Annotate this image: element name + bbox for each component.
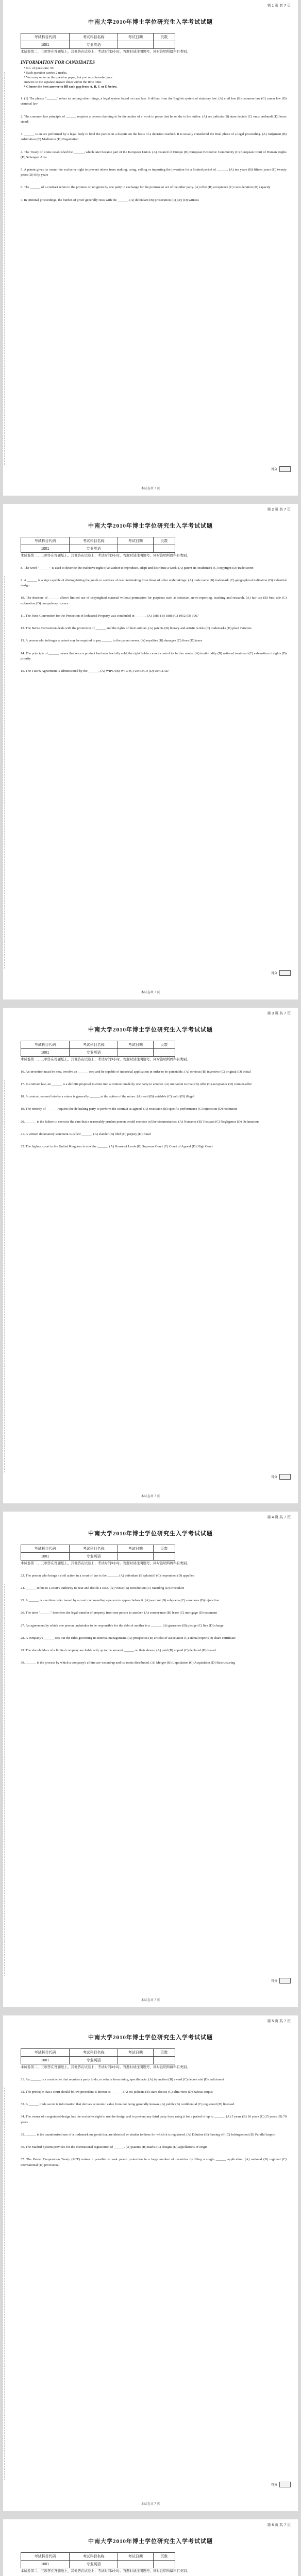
question-item: 20. ______ is the failure to exercise the care that a reasonably prudent person would exercise in like circumstances. (A) Nuisance (B) Trespass (C) Negligence (D) Defamation [21, 1120, 259, 1124]
question-item: 31. An ______ is a court order that requires a party to do, or refrain from doing, specific acts. (A) injunction (B) award (C) decree nisi (D) indictment [21, 2077, 224, 2081]
header-value-cell: 专业英语 [70, 2561, 118, 2568]
score-label: 得分 [271, 2484, 277, 2487]
header-label-cell: 考试科目代码 [21, 1041, 70, 1049]
question-item: 27. An agreement by which one person undertakes to be responsible for the debt of another is a ______. (A) guarantee (B) pledge (C) lien (D) charge [21, 1623, 224, 1628]
question-item: 34. The owner of a registered design has the exclusive right to use the design and to prevent any third party from using it for a period of up to ______. (A) 5 years (B) 10 years (C) 25 years (D) 70 years [21, 2115, 287, 2124]
page-number: 第 4 页 共 7 页 [267, 1516, 291, 1519]
question-item: 3. ______ is an act performed by a legal body to bind the parties in a dispute on the basis of a decision reached. It is usually considered the final phase of a legal proceeding. (A) Judgment (B) Arbitration (C) Mediation (D) Negotiation [21, 132, 287, 142]
header-label-cell: 考试科目名称 [70, 1041, 118, 1049]
binding-line [4, 1584, 8, 1976]
question-item: 16. An invention must be new, involve an ______ step and be capable of industrial application in order to be patentable. (A) obvious (B) inventive (C) original (D) initial [21, 1070, 251, 1074]
page-footer: 本试卷共 7 页 [141, 2503, 160, 2506]
question-item: 5. A patent gives its owner the exclusive right to prevent others from making, using, selling or importing the invention for a limited period of ______. (A) ten years (B) fifteen years (C) twenty years (D) fifty years [21, 167, 287, 177]
score-field[interactable] [279, 970, 291, 976]
header-value-cell [153, 2057, 175, 2064]
header-label-cell: 考试科目名称 [70, 2553, 118, 2561]
header-label-cell: 考试科目代码 [21, 1545, 70, 1553]
instruction-line: * No. of questions: 50 [24, 66, 54, 70]
question-item: 13. A person who infringes a patent may be required to pay ______ to the patent owner. (A) royalties (B) damages (C) fines (D) taxes [21, 639, 203, 643]
question-item: 15. The TRIPS Agreement is administered by the ______. (A) WIPO (B) WTO (C) UNESCO (D) UNCTAD [21, 669, 169, 673]
header-label-cell: 考试科目代码 [21, 2553, 70, 2561]
page-number: 第 2 页 共 7 页 [267, 508, 291, 512]
page-footer: 本试卷共 7 页 [141, 991, 160, 994]
question-item: 7. In criminal proceedings, the burden of proof generally rests with the ______. (A) defendant (B) prosecution (C) jury (D) witness [21, 198, 199, 202]
header-value-cell [118, 1553, 153, 1561]
score-label: 得分 [271, 1980, 277, 1983]
page-number: 第 1 页 共 7 页 [267, 4, 291, 8]
header-label-cell: 页数 [153, 1041, 175, 1049]
question-item: 1. (1) The phrase "______" refers to, among other things, a legal system based on case law. It differs from the English system of statutory law. (A) civil law (B) common law (C) canon law (D) criminal law [21, 97, 287, 106]
score-label: 得分 [271, 468, 277, 471]
header-value-cell: 专业英语 [70, 1553, 118, 1561]
header-label-cell: 考试科目代码 [21, 2049, 70, 2057]
question-item: 6. The ______ of a contract refers to the promise or act given by one party in exchange for the promise or act of the other party. (A) offer (B) acceptance (C) consideration (D) capacity [21, 185, 271, 190]
question-item: 23. The person who brings a civil action in a court of law is the ______. (A) defendant (B) plaintiff (C) respondent (D) appellee [21, 1573, 194, 1578]
header-label-cell: 考试科目名称 [70, 2049, 118, 2057]
question-item: 37. The Patent Cooperation Treaty (PCT) makes it possible to seek patent protection in a large number of countries by filing a single ______ application. (A) national (B) regional (C) international (D) provisional [21, 2158, 287, 2167]
question-item: 12. The Berne Convention deals with the protection of ______ and the rights of their authors. (A) patents (B) literary and artistic works (C) trademarks (D) plant varieties [21, 626, 252, 631]
question-list [21, 1070, 287, 1150]
header-label-cell: 考试日期 [118, 2049, 153, 2057]
question-item: 9. A ______ is a sign capable of distinguishing the goods or services of one undertaking from those of other undertakings. (A) trade name (B) trademark (C) geographical indication (D) industrial design [21, 578, 287, 588]
exam-header-table [21, 33, 175, 49]
question-list [21, 2077, 287, 2168]
question-item: 29. The shareholders of a limited company are liable only up to the amount ______ on their shares. (A) paid (B) unpaid (C) declared (D) issued [21, 1649, 216, 1653]
question-item: 10. The doctrine of ______ allows limited use of copyrighted material without permission for purposes such as criticism, news reporting, teaching and research. (A) fair use (B) first sale (C) exhaustion (D) compulsory licence [21, 596, 287, 605]
score-label: 得分 [271, 972, 277, 975]
header-value-cell: 1001 [21, 41, 70, 49]
exam-page-3 [3, 1008, 298, 1503]
header-value-cell: 专业英语 [70, 545, 118, 553]
page-number: 第 5 页 共 7 页 [267, 2020, 291, 2023]
header-value-cell [153, 1049, 175, 1057]
header-value-cell: 1001 [21, 545, 70, 553]
header-label-cell: 考试日期 [118, 2553, 153, 2561]
question-list [21, 566, 287, 674]
page-number: 第 6 页 共 7 页 [267, 2523, 291, 2527]
header-value-cell [153, 2561, 175, 2568]
binding-line [4, 72, 8, 465]
exam-note: 本试卷第二、三项答在答题纸上，其他答在试卷上；考试时间3小时。答题时请注明题号，同时注明所属科目类别。 [21, 2065, 190, 2069]
exam-header-table [21, 537, 175, 553]
question-list [21, 96, 287, 203]
question-list [21, 1573, 287, 1666]
university-title: 中南大学2010年博士学位研究生入学考试试题 [88, 19, 213, 25]
university-title: 中南大学2010年博士学位研究生入学考试试题 [88, 1027, 213, 1033]
instructions-title: INFORMATION FOR CANDIDATES [21, 59, 95, 65]
question-item: 17. In contract law, an ______ is a definite proposal to enter into a contract made by one party to another. (A) invitation to treat (B) offer (C) acceptance (D) counter-offer [21, 1082, 252, 1086]
page-footer: 本试卷共 7 页 [141, 1495, 160, 1498]
exam-page-2 [3, 504, 298, 999]
score-box[interactable] [271, 1474, 291, 1480]
question-item: 32. The principle that a court should follow precedent is known as ______. (A) res judicata (B) stare decisis (C) ultra vires (D) habeas corpus [21, 2090, 213, 2094]
score-box[interactable] [271, 1978, 291, 1984]
header-label-cell: 考试科目名称 [70, 1545, 118, 1553]
question-item: 28. A company's ______ sets out the rules governing its internal management. (A) prospectus (B) articles of association (C) annual report (D) share certificate [21, 1636, 236, 1640]
question-item: 33. A ______ trade secret is information that derives economic value from not being generally known. (A) public (B) confidential (C) registered (D) licensed [21, 2103, 235, 2107]
exam-page-6 [3, 2519, 298, 2576]
score-field[interactable] [279, 2482, 291, 2487]
header-label-cell: 考试科目名称 [70, 33, 118, 41]
university-title: 中南大学2010年博士学位研究生入学考试试题 [88, 2035, 213, 2041]
question-item: 8. The word "______" is used to describe the exclusive right of an author to reproduce, adapt and distribute a work. (A) patent (B) trademark (C) copyright (D) trade secret [21, 566, 254, 570]
header-value-cell: 专业英语 [70, 2057, 118, 2064]
instruction-line: * You may write on the question paper, but you must transfer your [24, 75, 113, 79]
instructions [10, 60, 291, 89]
exam-note: 本试卷第二、三项答在答题纸上，其他答在试卷上；考试时间3小时。答题时请注明题号，同时注明所属科目类别。 [21, 50, 190, 54]
question-item: 25. A ______ is a written order issued by a court commanding a person to appear before it. (A) warrant (B) subpoena (C) summons (D) injunction [21, 1599, 220, 1603]
exam-note: 本试卷第二、三项答在答题纸上，其他答在试卷上；考试时间3小时。答题时请注明题号，同时注明所属科目类别。 [21, 1058, 190, 1061]
header-label-cell: 考试日期 [118, 1041, 153, 1049]
question-item: 4. The Treaty of Rome established the ______, which later became part of the European Union. (A) Council of Europe (B) European Economic Community (C) European Court of Human Rights (D) Schengen Area [21, 150, 287, 159]
header-label-cell: 页数 [153, 2553, 175, 2561]
score-box[interactable] [271, 2482, 291, 2487]
question-item: 2. The common law principle of ______ requires a person claiming to be the author of a work to prove that he or she is the author. (A) res judicata (B) stare decisis (C) onus probandi (D) locus standi [21, 114, 287, 124]
question-item: 19. The remedy of ______ requires the defaulting party to perform the contract as agreed. (A) rescission (B) specific performance (C) injunction (D) restitution [21, 1107, 238, 1111]
header-value-cell [118, 2057, 153, 2064]
header-value-cell [153, 545, 175, 553]
header-value-cell: 1001 [21, 2561, 70, 2568]
instruction-line: * Each question carries 2 marks. [24, 71, 68, 75]
header-label-cell: 考试日期 [118, 33, 153, 41]
question-item: 18. A contract entered into by a minor is generally ______ at the option of the minor. (A) void (B) voidable (C) valid (D) illegal [21, 1095, 194, 1099]
question-item: 11. The Paris Convention for the Protection of Industrial Property was concluded in ______. (A) 1883 (B) 1886 (C) 1952 (D) 1967 [21, 614, 199, 618]
header-label-cell: 页数 [153, 2049, 175, 2057]
header-label-cell: 考试日期 [118, 537, 153, 545]
score-field[interactable] [279, 466, 291, 472]
university-title: 中南大学2010年博士学位研究生入学考试试题 [88, 523, 213, 529]
question-item: 14. The principle of ______ means that once a product has been lawfully sold, the right holder cannot control its further resale. (A) territoriality (B) national treatment (C) exhaustion of rights (D) priority [21, 651, 287, 660]
header-label-cell: 页数 [153, 537, 175, 545]
question-item: 22. The highest court in the United Kingdom is now the ______. (A) House of Lords (B) Supreme Court (C) Court of Appeal (D) High Court [21, 1145, 213, 1149]
university-title: 中南大学2010年博士学位研究生入学考试试题 [88, 1531, 213, 1537]
header-label-cell: 考试科目代码 [21, 33, 70, 41]
header-value-cell [118, 1049, 153, 1057]
header-label-cell: 考试科目名称 [70, 537, 118, 545]
instruction-line: * Choose the best answer to fill each gap from A, B, C or D below. [24, 85, 118, 89]
exam-header-table [21, 1041, 175, 1057]
exam-page-4 [3, 1512, 298, 2007]
exam-note: 本试卷第二、三项答在答题纸上，其他答在试卷上；考试时间3小时。答题时请注明题号，同时注明所属科目类别。 [21, 1562, 190, 1565]
header-value-cell: 1001 [21, 1553, 70, 1561]
binding-line [4, 1080, 8, 1472]
header-value-cell [153, 1553, 175, 1561]
header-value-cell [118, 2561, 153, 2568]
header-value-cell: 1001 [21, 1049, 70, 1057]
header-label-cell: 考试科目代码 [21, 537, 70, 545]
exam-header-table [21, 1545, 175, 1561]
question-item: 21. A written defamatory statement is called ______. (A) slander (B) libel (C) perjury (D) fraud [21, 1132, 151, 1136]
exam-header-table [21, 2048, 175, 2064]
binding-line [4, 576, 8, 969]
binding-line [4, 2088, 8, 2480]
score-field[interactable] [279, 1978, 291, 1984]
question-item: 26. The term "______" describes the legal transfer of property from one person to another. (A) conveyance (B) lease (C) mortgage (D) easement [21, 1611, 217, 1615]
score-box[interactable] [271, 970, 291, 976]
exam-header-table [21, 2552, 175, 2568]
question-item: 36. The Madrid System provides for the international registration of ______. (A) patents (B) marks (C) designs (D) appellations of origin [21, 2145, 208, 2149]
question-item: 35. ______ is the unauthorised use of a trademark on goods that are identical or similar to those for which it is registered. (A) Dilution (B) Passing off (C) Infringement (D) Parallel import [21, 2132, 276, 2137]
exam-page-5 [3, 2015, 298, 2511]
header-value-cell [118, 545, 153, 553]
header-label-cell: 页数 [153, 33, 175, 41]
question-item: 30. ______ is the process by which a company's affairs are wound up and its assets distributed. (A) Merger (B) Liquidation (C) Acquisition (D) Restructuring [21, 1661, 235, 1665]
score-field[interactable] [279, 1474, 291, 1480]
instruction-line: answers to the separate answer sheet within the time limit. [24, 80, 102, 84]
header-label-cell: 页数 [153, 1545, 175, 1553]
score-box[interactable] [271, 466, 291, 472]
question-item: 24. ______ refers to a court's authority to hear and decide a case. (A) Venue (B) Jurisdiction (C) Standing (D) Procedure [21, 1586, 185, 1590]
page-footer: 本试卷共 7 页 [141, 487, 160, 490]
page-footer: 本试卷共 7 页 [141, 1999, 160, 2002]
header-value-cell [153, 41, 175, 49]
exam-note: 本试卷第二、三项答在答题纸上，其他答在试卷上；考试时间3小时。答题时请注明题号，同时注明所属科目类别。 [21, 554, 190, 557]
score-label: 得分 [271, 1476, 277, 1479]
header-value-cell: 专业英语 [70, 1049, 118, 1057]
header-value-cell [118, 41, 153, 49]
page-number: 第 3 页 共 7 页 [267, 1012, 291, 1015]
exam-page-1 [3, 0, 298, 496]
header-value-cell: 专业英语 [70, 41, 118, 49]
university-title: 中南大学2010年博士学位研究生入学考试试题 [88, 2538, 213, 2545]
exam-note: 本试卷第二、三项答在答题纸上，其他答在试卷上；考试时间3小时。答题时请注明题号，同时注明所属科目类别。 [21, 2569, 190, 2573]
header-label-cell: 考试日期 [118, 1545, 153, 1553]
header-value-cell: 1001 [21, 2057, 70, 2064]
